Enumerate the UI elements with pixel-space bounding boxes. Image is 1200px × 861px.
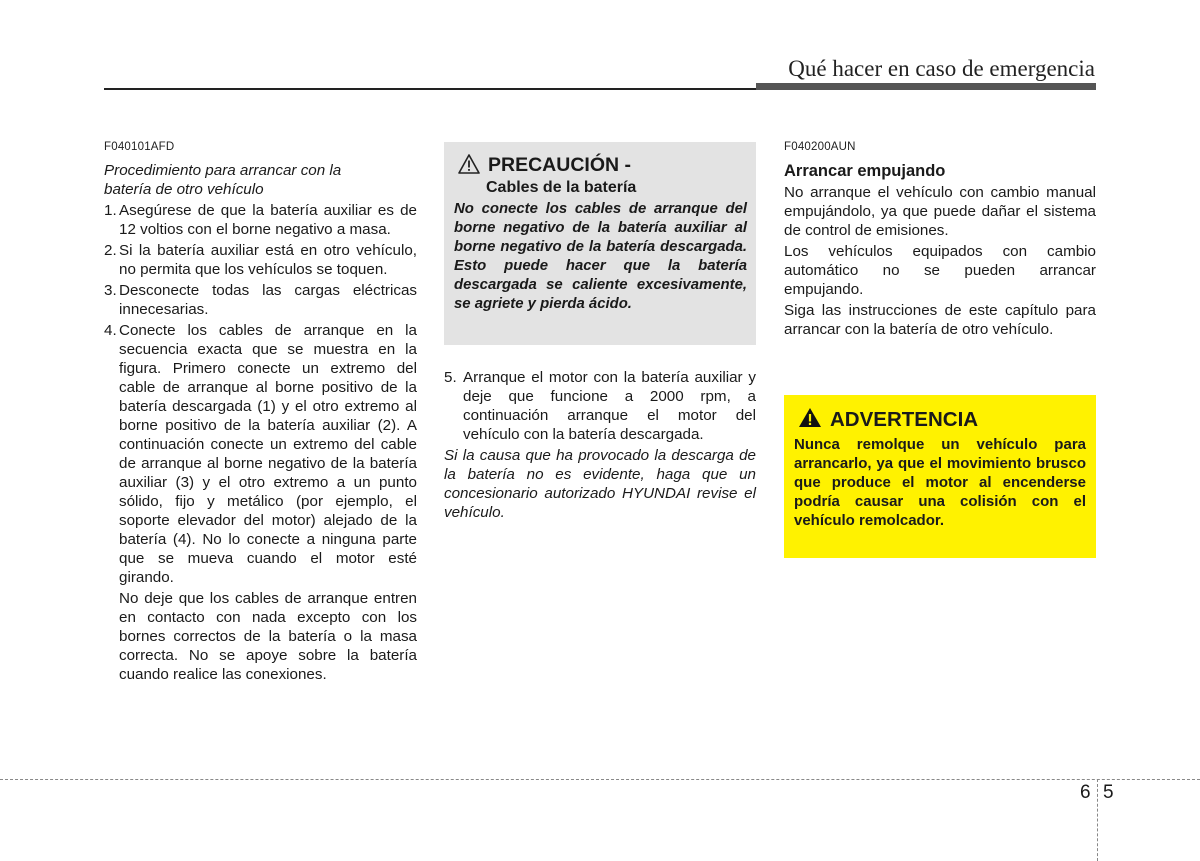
page-number: 5 <box>1103 782 1114 803</box>
caution-title: PRECAUCIÓN - <box>488 154 632 176</box>
caution-body: No conecte los cables de arranque del borne negativo de la batería auxiliar al borne negativo de la batería descargada. Esto puede hacer que la batería descargada se caliente excesivamente, se agriete y pierda ácido. <box>454 201 747 312</box>
step-number: 5. <box>444 369 457 386</box>
column-middle <box>444 366 756 522</box>
list-item <box>104 201 417 239</box>
warning-body: Nunca remolque un vehículo para arrancarlo, ya que el movimiento brusco que produce el motor al encenderse podría causar una colisión con el vehículo remolcador. <box>794 436 1086 529</box>
caution-subtitle: Cables de la batería <box>486 179 637 196</box>
step-text: Si la batería auxiliar está en otro vehículo, no permita que los vehículos se toquen. <box>119 242 417 278</box>
caution-box <box>444 142 756 345</box>
list-item <box>104 241 417 279</box>
page-header-title: Qué hacer en caso de emergencia <box>788 56 1095 81</box>
header-rule <box>104 88 756 90</box>
section-heading: Arrancar empujando <box>784 162 946 180</box>
steps-list-continued <box>444 368 756 444</box>
steps-list <box>104 201 417 587</box>
list-item <box>104 321 417 587</box>
column-right <box>784 138 1096 339</box>
section-subtitle <box>104 161 417 199</box>
header-rule-accent <box>756 83 1096 90</box>
step-number: 2. <box>104 242 117 259</box>
caution-header <box>458 154 631 179</box>
subtitle-line: batería de otro vehículo <box>104 181 264 198</box>
warning-box <box>784 395 1096 558</box>
section-code: F040101AFD <box>104 141 175 153</box>
paragraph: Los vehículos equipados con cambio automático no se pueden arrancar empujando. <box>784 243 1096 298</box>
footer-divider <box>0 779 1200 780</box>
step-number: 4. <box>104 322 117 339</box>
footer-vertical-divider <box>1097 779 1098 861</box>
step-text: Arranque el motor con la batería auxiliar y deje que funcione a 2000 rpm, a continuación arranque el motor del vehículo con la batería descargada. <box>463 369 756 443</box>
column-left <box>104 138 417 684</box>
step-text: Desconecte todas las cargas eléctricas innecesarias. <box>119 282 417 318</box>
list-item <box>444 368 756 444</box>
step-number: 3. <box>104 282 117 299</box>
paragraph: No arranque el vehículo con cambio manual empujándolo, ya que puede dañar el sistema de control de emisiones. <box>784 184 1096 239</box>
paragraph: Siga las instrucciones de este capítulo para arrancar con la batería de otro vehículo. <box>784 302 1096 338</box>
warning-outline-icon <box>458 154 480 179</box>
italic-note: Si la causa que ha provocado la descarga de la batería no es evidente, haga que un concesionario autorizado HYUNDAI revise el vehículo. <box>444 447 756 521</box>
step-note: No deje que los cables de arranque entren en contacto con nada excepto con los bornes correctos de la batería o la masa correcta. No se apoye sobre la batería cuando realice las conexiones. <box>119 590 417 683</box>
step-text: Conecte los cables de arranque en la secuencia exacta que se muestra en la figura. Primero conecte un extremo del cable de arranque al borne positivo de la batería descargada (1) y el otro extremo al borne positivo de la batería auxiliar (2). A continuación conecte un extremo del cable de arranque al borne negativo de la batería auxiliar (3) y el otro extremo a un punto sólido, fijo y metálico (por ejemplo, el soporte elevador del motor) alejado de la batería (4). No lo conecte a ninguna parte que se mueva cuando el motor esté girando. <box>119 322 417 586</box>
step-number: 1. <box>104 202 117 219</box>
warning-title: ADVERTENCIA <box>830 408 979 431</box>
chapter-number: 6 <box>1080 782 1091 803</box>
warning-filled-icon <box>798 407 822 433</box>
warning-header <box>798 407 978 433</box>
step-text: Asegúrese de que la batería auxiliar es de 12 voltios con el borne negativo a masa. <box>119 202 417 238</box>
subtitle-line: Procedimiento para arrancar con la <box>104 162 342 179</box>
list-item <box>104 281 417 319</box>
section-code: F040200AUN <box>784 141 856 153</box>
